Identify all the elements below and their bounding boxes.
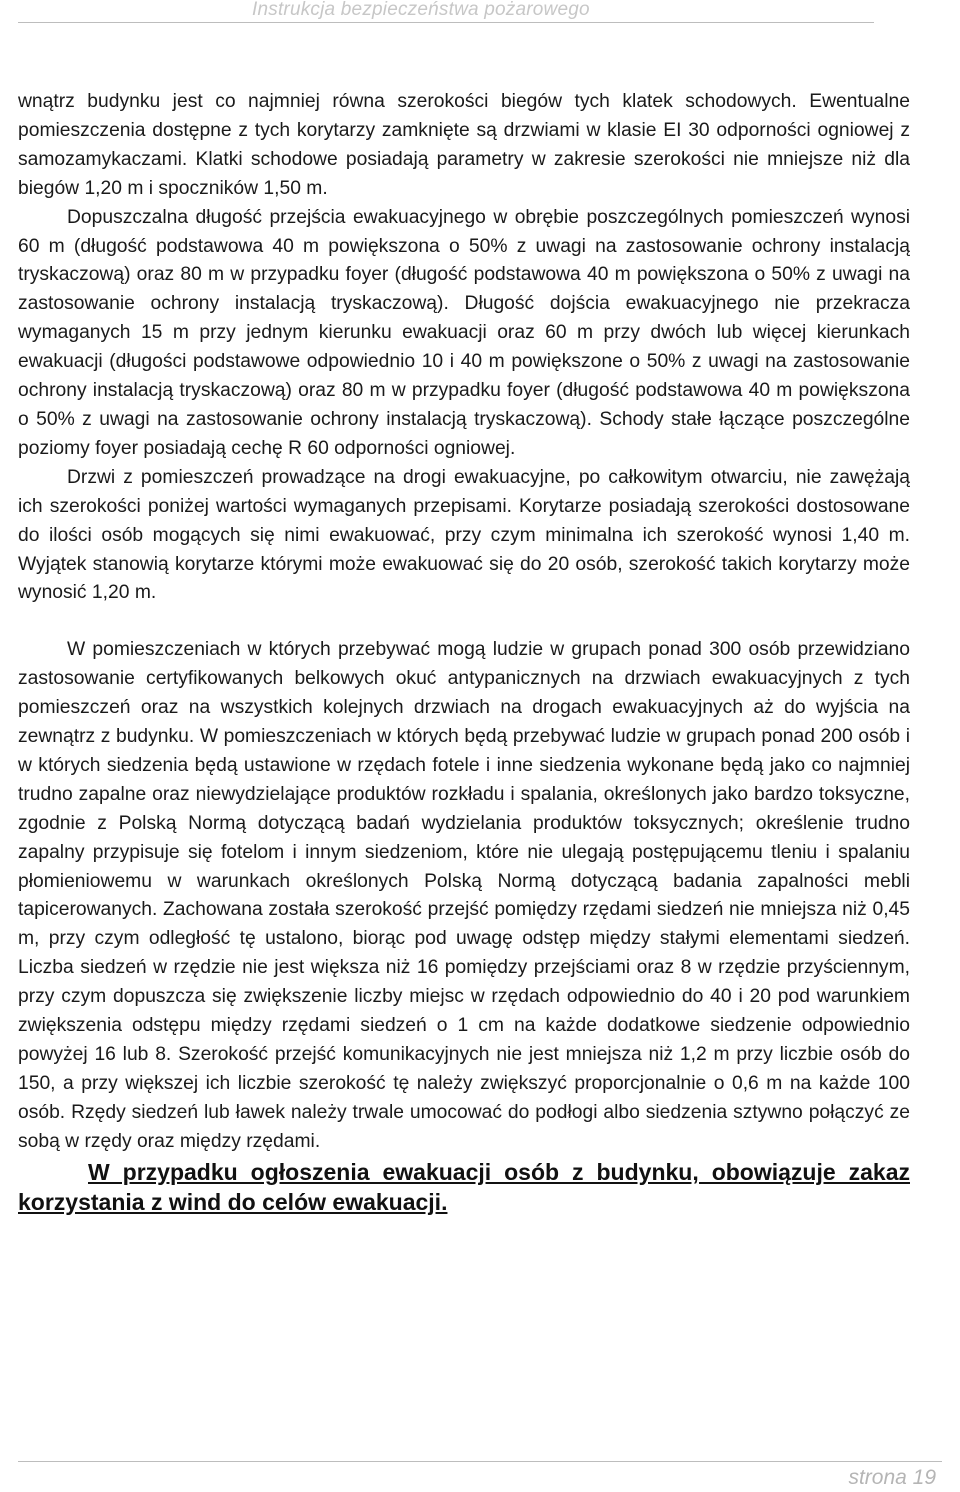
- page-header: [18, 0, 874, 23]
- elevator-warning: W przypadku ogłoszenia ewakuacji osób z budynku, obowiązuje zakaz korzystania z wind do celów ewakuacji.: [18, 1158, 910, 1215]
- paragraph-doors-corridors: Drzwi z pomieszczeń prowadzące na drogi ewakuacyjne, po całkowitym otwarciu, nie zawężają ich szerokości poniżej wartości wymaganych przepisami. Korytarze posiadają szerokości dostosowane do ilości osób mogących się nimi ewakuować, przy czym minimalna ich szerokość wynosi 1,40 m. Wyjątek stanowią korytarze którymi może ewakuować się do 20 osób, szerokość takich korytarzy może wynosić 1,20 m.: [18, 466, 910, 604]
- header-title: Instrukcja bezpieczeństwa pożarowego: [252, 0, 590, 20]
- page-number: strona 19: [848, 1466, 936, 1489]
- page-footer-rule: [18, 1461, 942, 1462]
- paragraph-seating: W pomieszczeniach w których przebywać mogą ludzie w grupach ponad 300 osób przewidziano zastosowanie certyfikowanych belkowych okuć antypanicznych na drzwiach ewakuacyjnych z tych pomieszczeń oraz na wszystkich kolejnych drzwiach na drogach ewakuacyjnych aż do wyjścia na zewnątrz z budynku. W pomieszczeniach w których będą przebywać ludzie w grupach ponad 200 osób i w których siedzenia będą ustawione w rzędach fotele i inne siedzenia wykonane będą jako co najmniej trudno zapalne oraz niewydzielające produktów rozkładu i spalania, określonych jako bardzo toksyczne, zgodnie z Polską Normą dotyczącą badań wydzielania produktów toksycznych; określenie trudno zapalny przypisuje się fotelom i innym siedzeniom, które nie ulegają postępującemu tleniu i spalaniu płomieniowemu w warunkach określonych Polską Normą dotyczącą badania zapalności mebli tapicerowanych. Zachowana została szerokość przejść pomiędzy rzędami siedzeń nie mniejsza niż 0,45 m, przy czym odległość tę ustalono, biorąc pod uwagę odstęp między stałymi elementami siedzeń. Liczba siedzeń w rzędzie nie jest większa niż 16 pomiędzy przejściami oraz 8 w rzędzie przyściennym, przy czym dopuszcza się zwiększenie liczby miejsc w rzędach odpowiednio do 40 i 20 pod warunkiem zwiększenia odstępu między rzędami siedzeń o 1 cm na każde dodatkowe siedzenie odpowiednio powyżej 16 lub 8. Szerokość przejść komunikacyjnych nie jest mniejsza niż 1,2 m przy liczbie osób do 150, a przy większej ich liczbie szerokość tę należy zwiększyć proporcjonalnie o 0,6 m na każde 100 osób. Rzędy siedzeń lub ławek należy trwale umocować do podłogi albo siedzenia sztywno połączyć ze sobą w rzędy oraz między rzędami.: [18, 639, 910, 1152]
- paragraph-gap: [18, 608, 910, 636]
- paragraph-evacuation-length: Dopuszczalna długość przejścia ewakuacyjnego w obrębie poszczególnych pomieszczeń wynosi 60 m (długość podstawowa 40 m powiększona o 50% z uwagi na zastosowanie ochrony instalacją tryskaczową) oraz 80 m w przypadku foyer (długość podstawowa 40 m powiększona o 50% z uwagi na zastosowanie ochrony instalacją tryskaczową). Długość dojścia ewakuacyjnego nie przekracza wymaganych 15 m przy jednym kierunku ewakuacji oraz 60 m przy dwóch lub więcej kierunkach ewakuacji (długości podstawowe odpowiednio 10 i 40 m powiększone o 50% z uwagi na zastosowanie ochrony instalacją tryskaczową) oraz 80 m w przypadku foyer (długość podstawowa 40 m powiększona o 50% z uwagi na zastosowanie ochrony instalacją tryskaczową). Schody stałe łączące poszczególne poziomy foyer posiadają cechę R 60 odporności ogniowej.: [18, 206, 910, 459]
- paragraph-stairwell: wnątrz budynku jest co najmniej równa szerokości biegów tych klatek schodowych. Ewentualne pomieszczenia dostępne z tych korytarzy zamknięte są drzwiami w klasie EI 30 odporności ogniowej z samozamykaczami. Klatki schodowe posiadają parametry w zakresie szerokości nie mniejsze niż dla biegów 1,20 m i spoczników 1,50 m.: [18, 91, 910, 199]
- document-body: [18, 88, 910, 1217]
